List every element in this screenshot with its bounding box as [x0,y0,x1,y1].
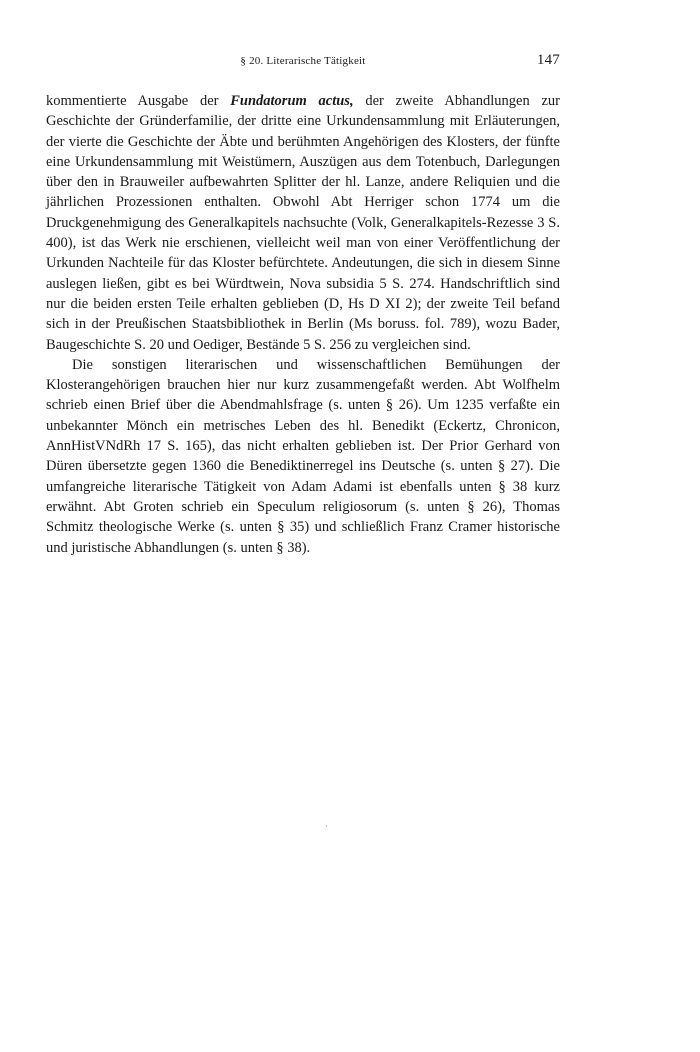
paper-speck [326,825,327,827]
paragraph-1 [46,91,560,355]
text-run: kommentierte Ausgabe der [46,93,231,109]
paragraph-2 [46,355,560,558]
page-number: 147 [536,52,560,68]
book-page [46,52,560,558]
running-head [46,52,560,74]
text-run: Die sonstigen literarischen und wissenschaftlichen Bemühungen der Klosterangehörigen brauchen hier nur kurz zusammengefaßt werden. Abt Wolfhelm schrieb einen Brief über die Abendmahlsfrage (s. unten § 26). Um 1235 verfaßte ein unbekannter Mönch ein metrisches Leben des hl. Benedikt (Eckertz, Chronicon, AnnHistVNdRh 17 S. 165), das nicht erhalten geblieben ist. Der Prior Gerhard von Düren übersetzte gegen 1360 die Benediktinerregel ins Deutsche (s. unten § 27). Die umfangreiche literarische Tätigkeit von Adam Adami ist ebenfalls unten § 38 kurz erwähnt. Abt Groten schrieb ein Speculum religiosorum (s. unten § 26), Thomas Schmitz theologische Werke (s. unten § 35) und schließlich Franz Cramer historische und juristische Abhandlungen (s. unten § 38). [46,356,560,556]
text-run: der zweite Abhandlungen zur Geschichte der Gründerfamilie, der dritte eine Urkundensammlung mit Erläuterungen, der vierte die Geschichte der Äbte und berühmten Angehörigen des Klosters, der fünfte eine Urkundensammlung mit Weistümern, Auszügen aus dem Totenbuch, Darlegungen über den in Brauweiler aufbewahrten Splitter der hl. Lanze, andere Reliquien und die jährlichen Prozessionen enthalten. Obwohl Abt Herriger schon 1774 um die Druckgenehmigung des Generalkapitels nachsuchte (Volk, Generalkapitels-Rezesse 3 S. 400), ist das Werk nie erschienen, vielleicht weil man von einer Veröffentlichung der Urkunden Nachteile für das Kloster befürchtete. Andeutungen, die sich in diesem Sinne auslegen ließen, gibt es bei Würdtwein, Nova subsidia 5 S. 274. Handschriftlich sind nur die beiden ersten Teile erhalten geblieben (D, Hs D XI 2); der zweite Teil befand sich in der Preußischen Staatsbibliothek in Berlin (Ms boruss. fol. 789), wozu Bader, Baugeschichte S. 20 und Oediger, Bestände 5 S. 256 zu vergleichen sind. [46,93,560,353]
running-title: § 20. Literarische Tätigkeit [240,55,366,67]
body-text [46,91,560,558]
work-title: Fundatorum actus, [230,93,354,109]
